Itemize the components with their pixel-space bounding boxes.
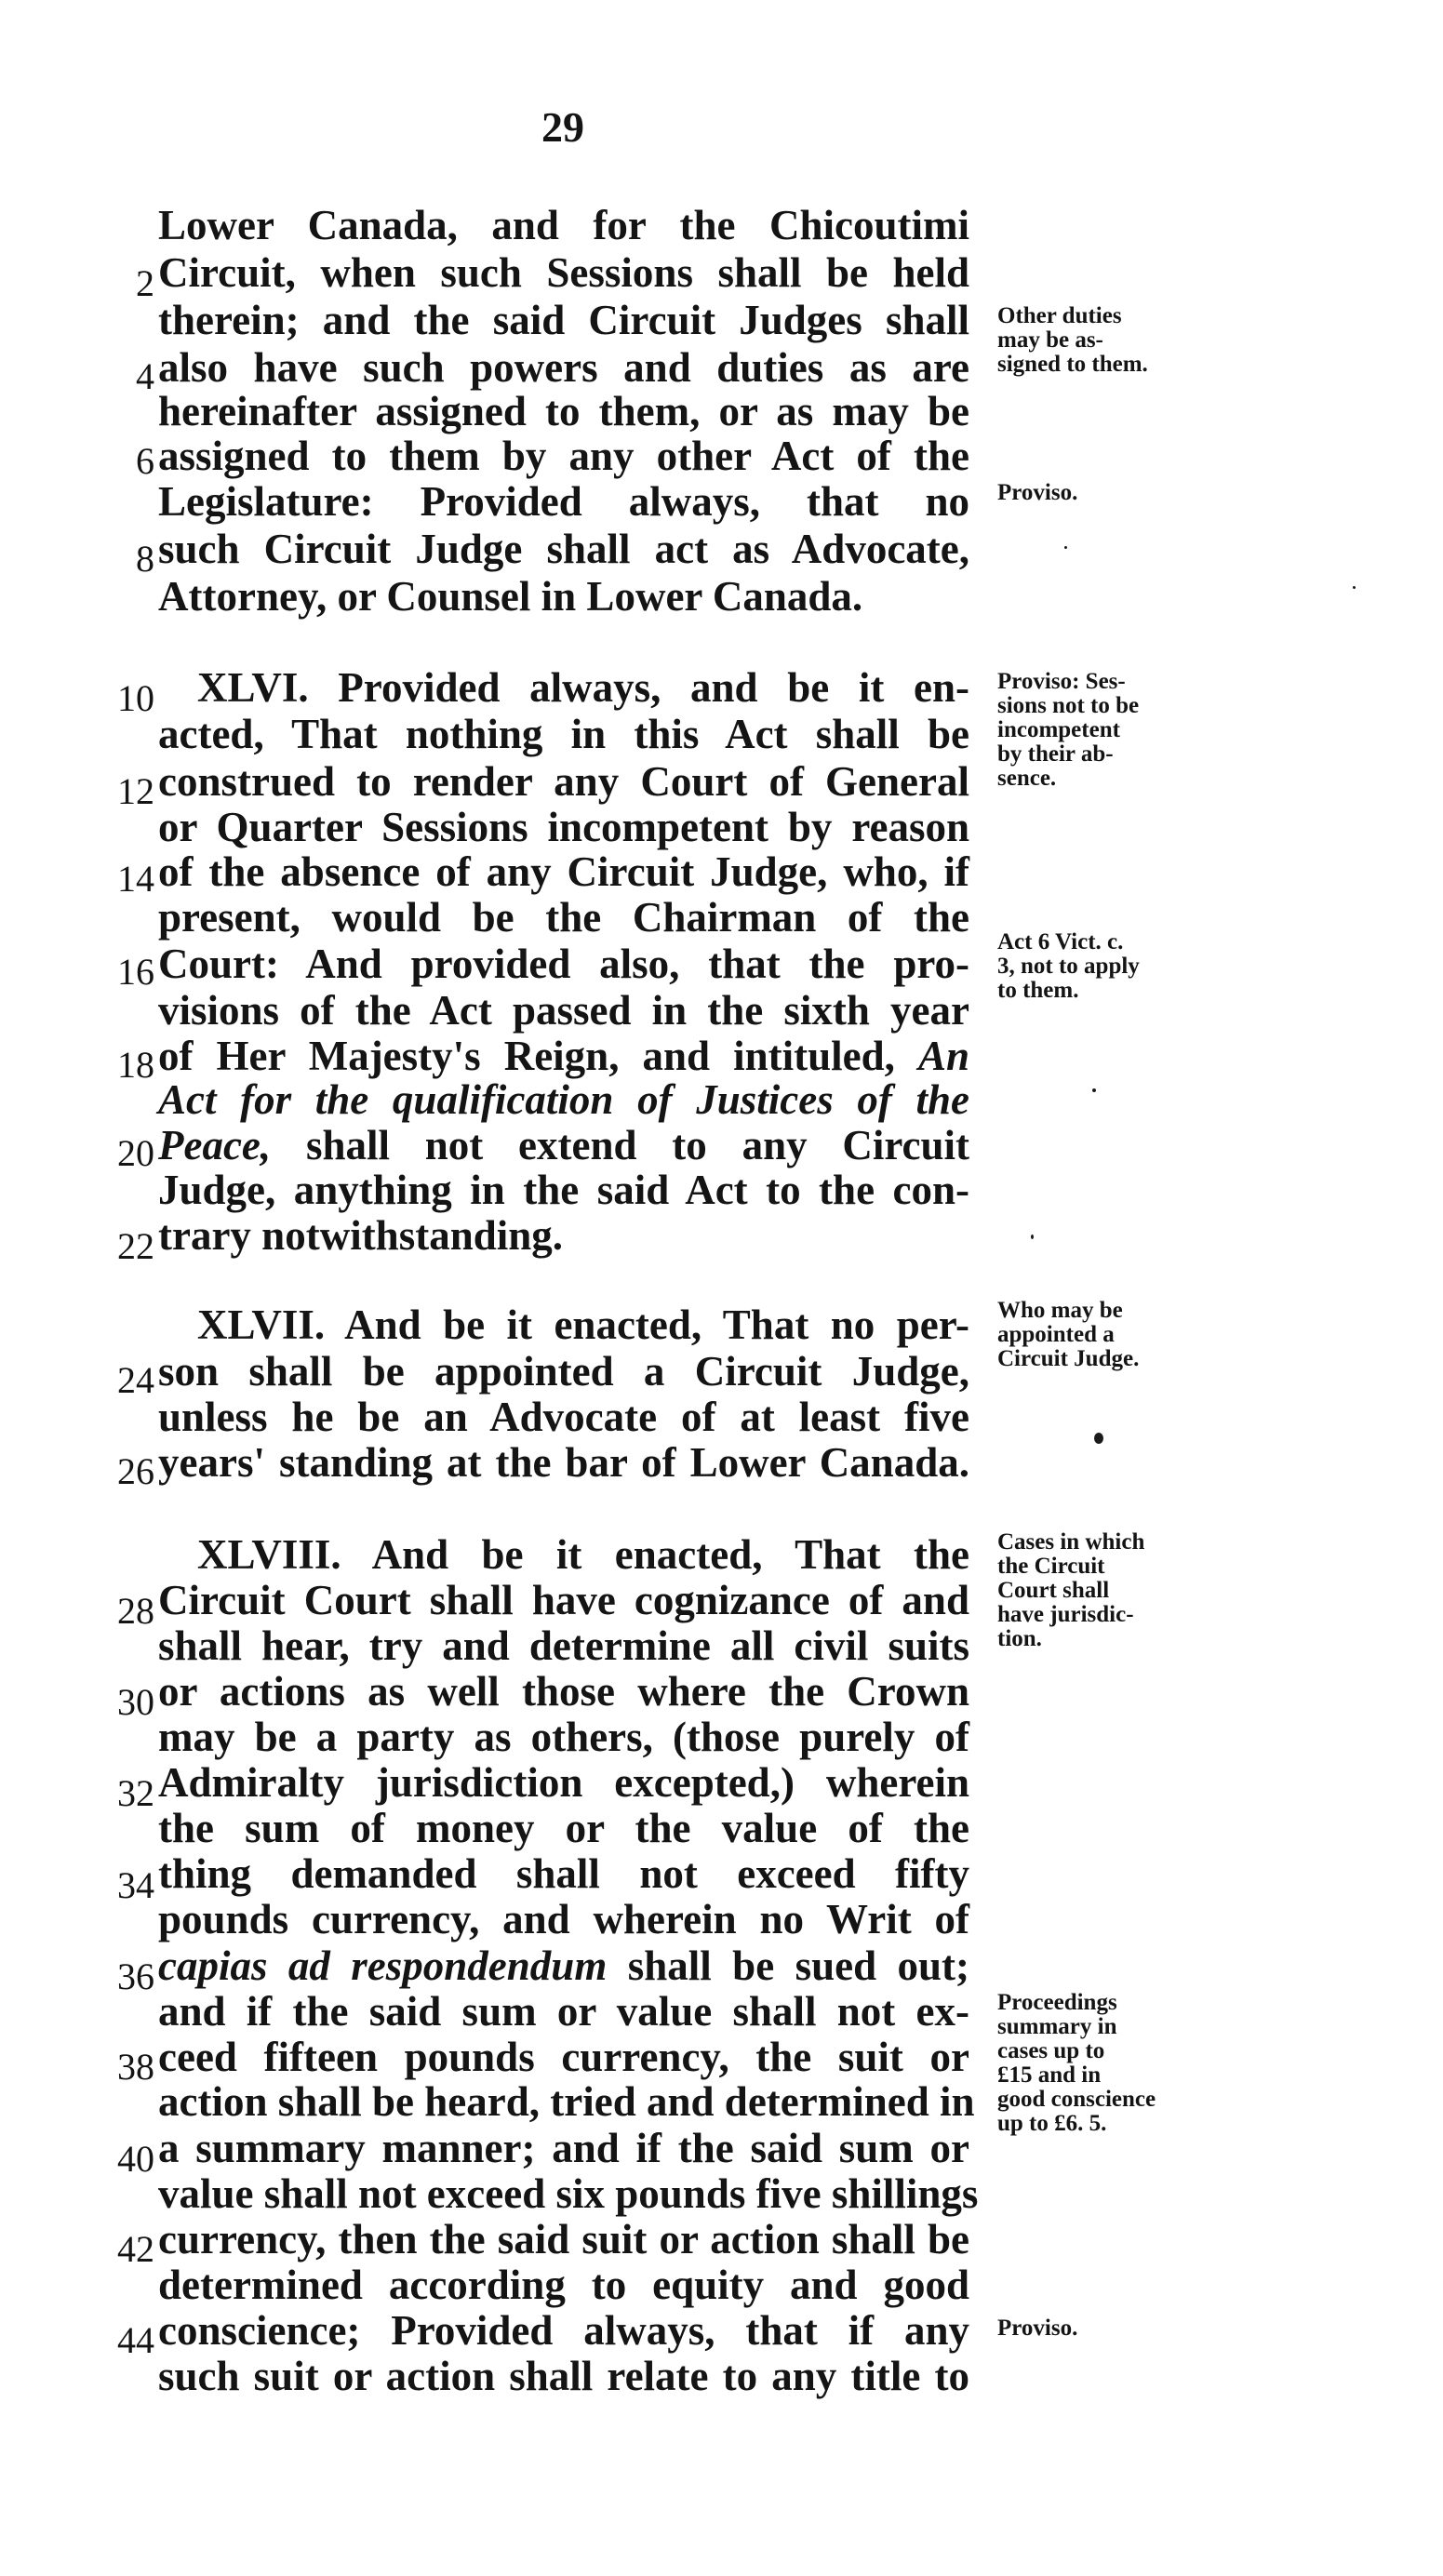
text-line: thing demanded shall not exceed fifty xyxy=(158,1850,969,1897)
text-run: shall be sued out; xyxy=(627,1942,969,1989)
text-line: Attorney, or Counsel in Lower Canada. xyxy=(158,573,863,620)
text-line: action shall be heard, tried and determined in xyxy=(158,2078,975,2125)
line-number: 12 xyxy=(117,770,154,812)
text-line: Admiralty jurisdiction excepted,) wherein xyxy=(158,1759,969,1806)
text-line: XLVIII. And be it enacted, That the xyxy=(197,1531,969,1578)
text-run: shall not extend to any Circuit xyxy=(305,1122,970,1168)
text-line: value shall not exceed six pounds five shillings xyxy=(158,2170,979,2217)
text-line: determined according to equity and good xyxy=(158,2262,969,2308)
text-line: acted, That nothing in this Act shall be xyxy=(158,711,969,757)
line-number: 38 xyxy=(117,2046,154,2088)
text-line: XLVI. Provided always, and be it en- xyxy=(197,664,969,711)
text-line: shall hear, try and determine all civil suits xyxy=(158,1622,969,1669)
text-line: Judge, anything in the said Act to the con- xyxy=(158,1167,969,1213)
text-line: and if the said sum or value shall not ex- xyxy=(158,1988,969,2035)
text-line xyxy=(158,1940,969,1992)
line-number: 40 xyxy=(117,2138,154,2180)
text-line: the sum of money or the value of the xyxy=(158,1805,969,1851)
text-line: construed to render any Court of General xyxy=(158,758,969,805)
line-number: 36 xyxy=(117,1955,154,1997)
text-line: such Circuit Judge shall act as Advocate, xyxy=(158,526,969,572)
text-line: such suit or action shall relate to any title to xyxy=(158,2353,969,2399)
text-line: present, would be the Chairman of the xyxy=(158,894,969,941)
line-number: 16 xyxy=(117,951,154,993)
line-number: 8 xyxy=(136,538,154,580)
text-line: currency, then the said suit or action shall be xyxy=(158,2216,969,2262)
text-line: years' standing at the bar of Lower Canada. xyxy=(158,1439,969,1486)
line-number: 24 xyxy=(117,1359,154,1401)
line-number: 18 xyxy=(117,1044,154,1086)
margin-note: Proviso: Ses- sions not to be incompetent by their ab- sence. xyxy=(997,669,1140,791)
text-line: or Quarter Sessions incompetent by reason xyxy=(158,804,969,850)
italic-title: Act for the qualification of Justices of the xyxy=(158,1076,969,1123)
line-number: 6 xyxy=(136,440,154,482)
text-line: Circuit, when such Sessions shall be held xyxy=(158,249,969,296)
text-line: assigned to them by any other Act of the xyxy=(158,433,969,479)
text-line: Lower Canada, and for the Chicoutimi xyxy=(158,202,969,248)
text-line: Court: And provided also, that the pro- xyxy=(158,941,969,987)
line-number: 14 xyxy=(117,858,154,900)
line-number: 26 xyxy=(117,1450,154,1492)
text-line: XLVII. And be it enacted, That no per- xyxy=(197,1301,969,1348)
text-line: hereinafter assigned to them, or as may be xyxy=(158,388,969,434)
ink-speck xyxy=(1064,546,1067,549)
line-number: 34 xyxy=(117,1864,154,1906)
margin-note: Proceedings summary in cases up to £15 and in good conscience up to £6. 5. xyxy=(997,1990,1156,2136)
text-line: unless he be an Advocate of at least five xyxy=(158,1394,969,1440)
text-line: Circuit Court shall have cognizance of and xyxy=(158,1577,969,1623)
line-number: 44 xyxy=(117,2319,154,2361)
line-number: 2 xyxy=(136,262,154,304)
line-number: 20 xyxy=(117,1132,154,1174)
margin-note: Other duties may be as- signed to them. xyxy=(997,303,1148,377)
text-line: of the absence of any Circuit Judge, who, if xyxy=(158,848,969,895)
text-line: pounds currency, and wherein no Writ of xyxy=(158,1896,969,1942)
ink-speck xyxy=(1094,1433,1103,1444)
margin-note: Act 6 Vict. c. 3, not to apply to them. xyxy=(997,929,1140,1003)
margin-note: Proviso. xyxy=(997,480,1078,505)
line-number: 32 xyxy=(117,1772,154,1814)
page-number: 29 xyxy=(541,103,584,151)
text-run: of Her Majesty's Reign, and intituled, xyxy=(158,1033,895,1079)
line-number: 22 xyxy=(117,1225,154,1267)
margin-note: Who may be appointed a Circuit Judge. xyxy=(997,1298,1140,1371)
ink-speck xyxy=(1092,1088,1096,1092)
text-line: or actions as well those where the Crown xyxy=(158,1668,969,1715)
italic-title: Peace, xyxy=(158,1122,272,1168)
ink-speck xyxy=(1353,586,1356,589)
text-line: also have such powers and duties as are xyxy=(158,344,969,391)
margin-note: Cases in which the Circuit Court shall have jurisdic- tion. xyxy=(997,1529,1145,1651)
text-line: ceed fifteen pounds currency, the suit or xyxy=(158,2034,969,2080)
margin-note: Proviso. xyxy=(997,2316,1078,2341)
line-number: 28 xyxy=(117,1590,154,1632)
text-line: trary notwithstanding. xyxy=(158,1212,564,1259)
line-number: 42 xyxy=(117,2228,154,2270)
italic-writ: capias ad respondendum xyxy=(158,1942,608,1989)
line-number: 10 xyxy=(117,677,154,719)
text-line xyxy=(158,1074,969,1126)
text-line: son shall be appointed a Circuit Judge, xyxy=(158,1348,969,1395)
text-line: may be a party as others, (those purely of xyxy=(158,1714,969,1760)
line-number: 4 xyxy=(136,355,154,397)
text-line: conscience; Provided always, that if any xyxy=(158,2307,969,2354)
line-number: 30 xyxy=(117,1681,154,1723)
text-line: Legislature: Provided always, that no xyxy=(158,478,969,525)
text-line: visions of the Act passed in the sixth year xyxy=(158,987,969,1034)
italic-title: An xyxy=(917,1033,970,1079)
text-line: a summary manner; and if the said sum or xyxy=(158,2125,969,2171)
ink-speck xyxy=(1031,1235,1034,1239)
text-line: therein; and the said Circuit Judges shall xyxy=(158,297,969,343)
